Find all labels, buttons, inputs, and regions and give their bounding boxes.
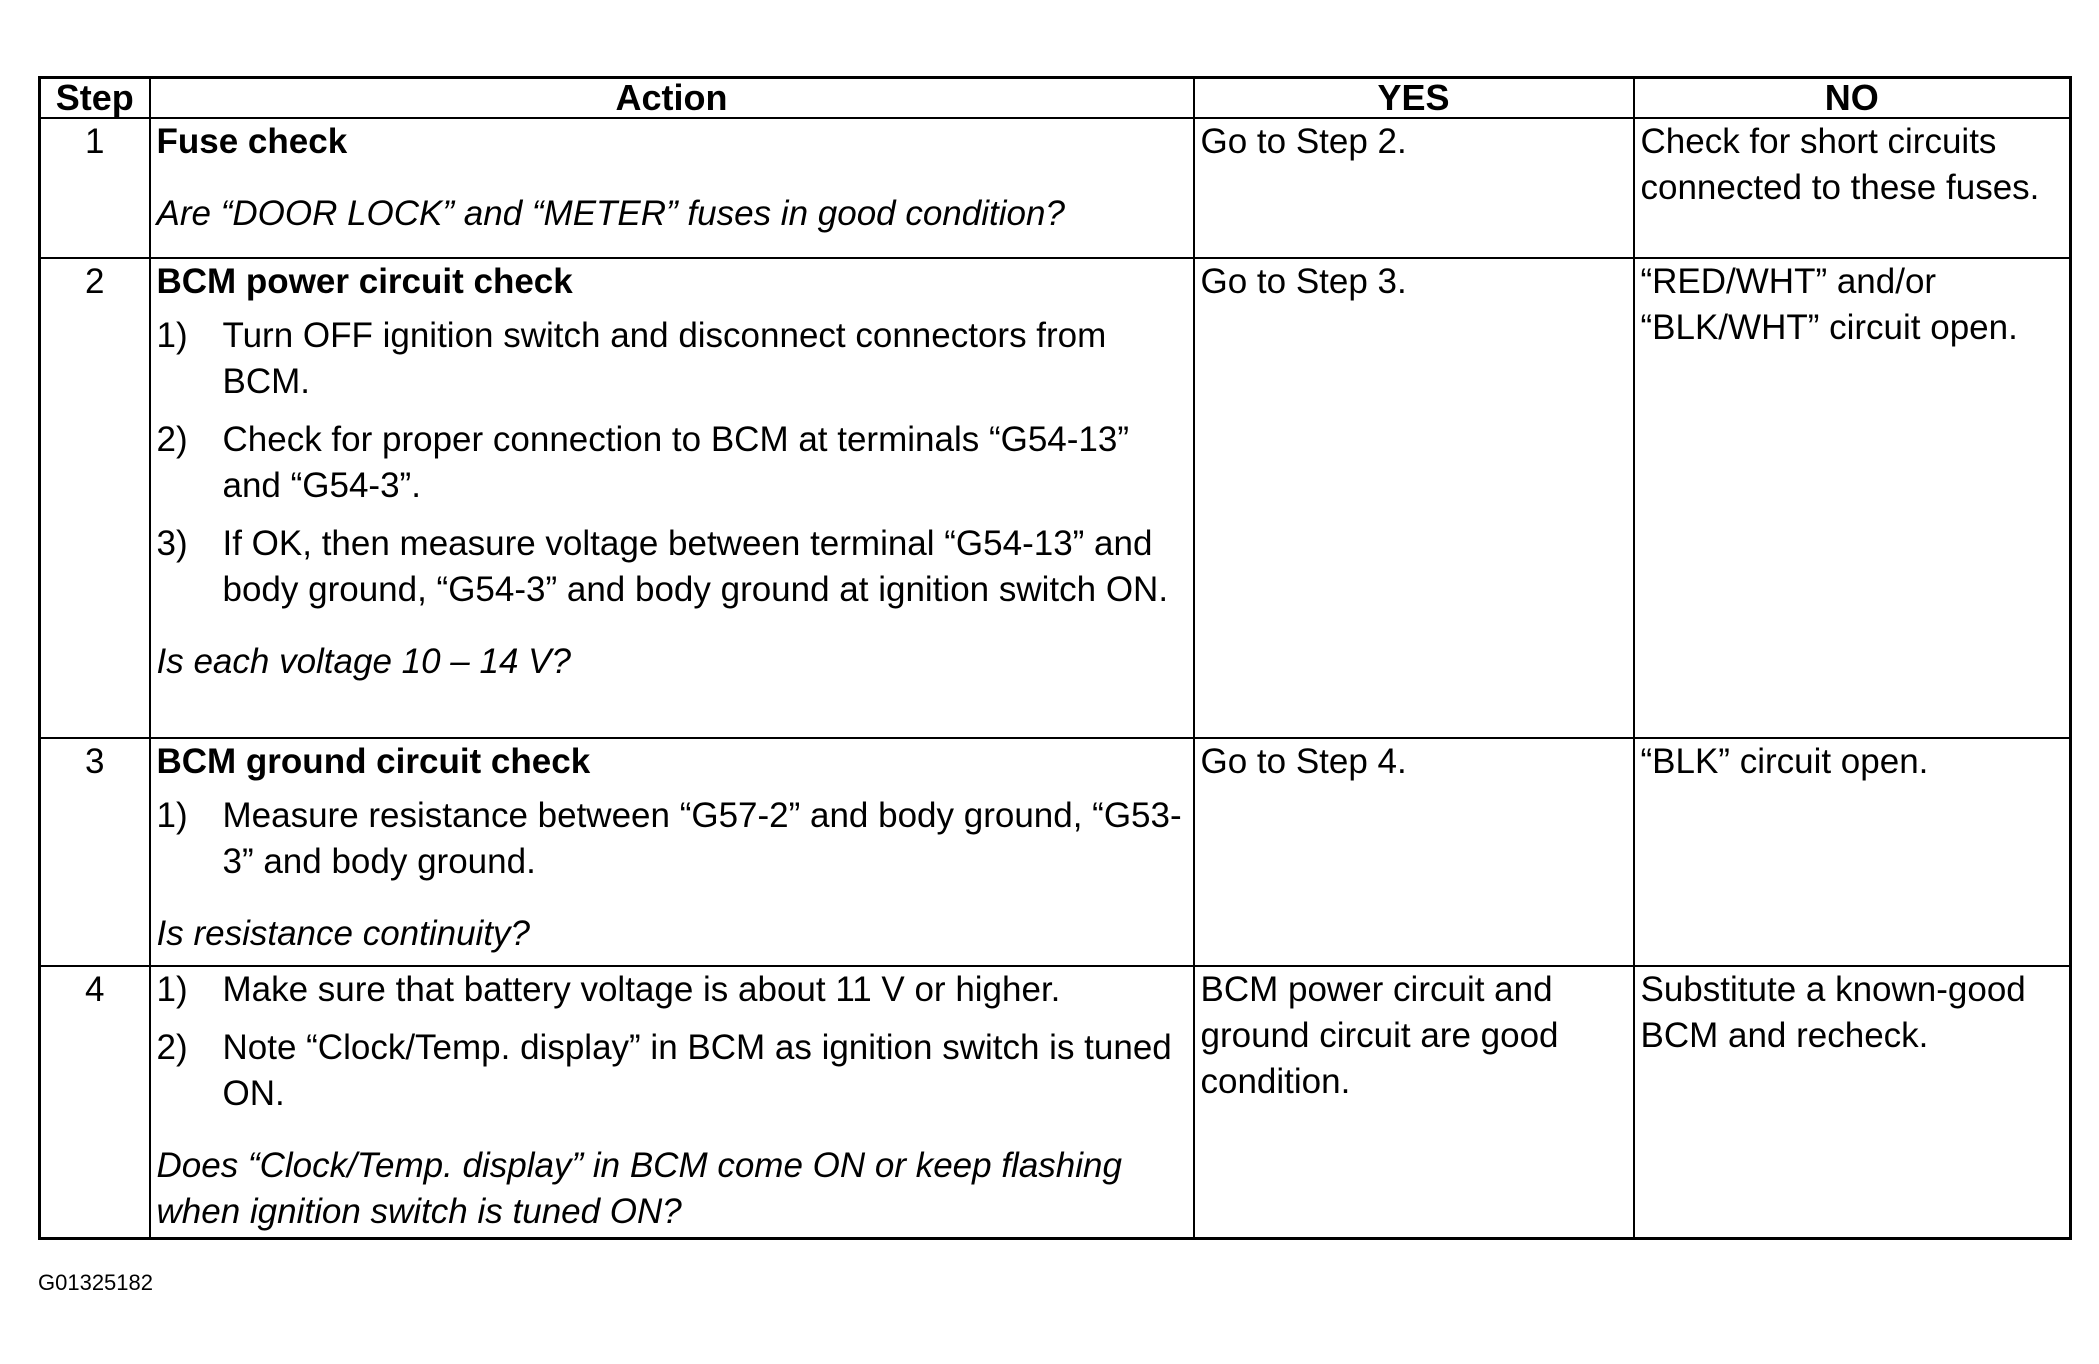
list-item [157,417,1187,509]
no-cell: Substitute a known-good BCM and recheck. [1634,966,2071,1239]
step-number: 1 [40,118,150,258]
action-title: BCM power circuit check [156,262,573,301]
table-row [40,118,2071,258]
header-action: Action [150,78,1194,119]
step-number: 3 [40,738,150,966]
step-number: 4 [40,966,150,1239]
list-item [157,967,1187,1013]
step-number: 2 [40,258,150,738]
header-row [40,78,2071,119]
diagnosis-table [38,76,2072,1240]
item-number: 2) [156,1028,188,1067]
yes-cell: BCM power circuit and ground circuit are good condition. [1194,966,1634,1239]
yes-cell: Go to Step 2. [1194,118,1634,258]
header-yes: YES [1194,78,1634,119]
item-text: Make sure that battery voltage is about 11 V or higher. [222,970,1061,1009]
item-text: If OK, then measure voltage between terminal “G54-13” and body ground, “G54-3” and body ground at ignition switch ON. [222,524,1169,609]
item-number: 1) [156,970,188,1009]
table-row [40,258,2071,738]
list-item [157,521,1187,613]
list-item [157,793,1187,885]
action-cell [150,738,1194,966]
action-question: Is resistance continuity? [156,914,531,953]
action-steps-list [157,793,1187,885]
action-steps-list [157,313,1187,613]
item-number: 1) [156,796,188,835]
no-cell: “RED/WHT” and/or “BLK/WHT” circuit open. [1634,258,2071,738]
yes-cell: Go to Step 4. [1194,738,1634,966]
header-step: Step [40,78,150,119]
header-no: NO [1634,78,2071,119]
item-text: Turn OFF ignition switch and disconnect connectors from BCM. [222,316,1107,401]
table-row [40,966,2071,1239]
action-question: Are “DOOR LOCK” and “METER” fuses in good condition? [156,194,1065,233]
list-item [157,1025,1187,1117]
action-question: Does “Clock/Temp. display” in BCM come ON or keep flashing when ignition switch is tuned ON? [156,1146,1122,1231]
table-row [40,738,2071,966]
item-number: 1) [156,316,188,355]
action-cell [150,118,1194,258]
action-question: Is each voltage 10 – 14 V? [156,642,571,681]
figure-id: G01325182 [38,1270,153,1295]
action-title: Fuse check [156,122,348,161]
yes-cell: Go to Step 3. [1194,258,1634,738]
no-cell: Check for short circuits connected to these fuses. [1634,118,2071,258]
item-number: 2) [156,420,188,459]
action-title: BCM ground circuit check [156,742,591,781]
action-steps-list [157,967,1187,1117]
action-cell [150,966,1194,1239]
no-cell: “BLK” circuit open. [1634,738,2071,966]
item-text: Check for proper connection to BCM at terminals “G54-13” and “G54-3”. [222,420,1129,505]
item-text: Note “Clock/Temp. display” in BCM as ignition switch is tuned ON. [222,1028,1172,1113]
list-item [157,313,1187,405]
item-text: Measure resistance between “G57-2” and body ground, “G53-3” and body ground. [222,796,1182,881]
item-number: 3) [156,524,188,563]
action-cell [150,258,1194,738]
